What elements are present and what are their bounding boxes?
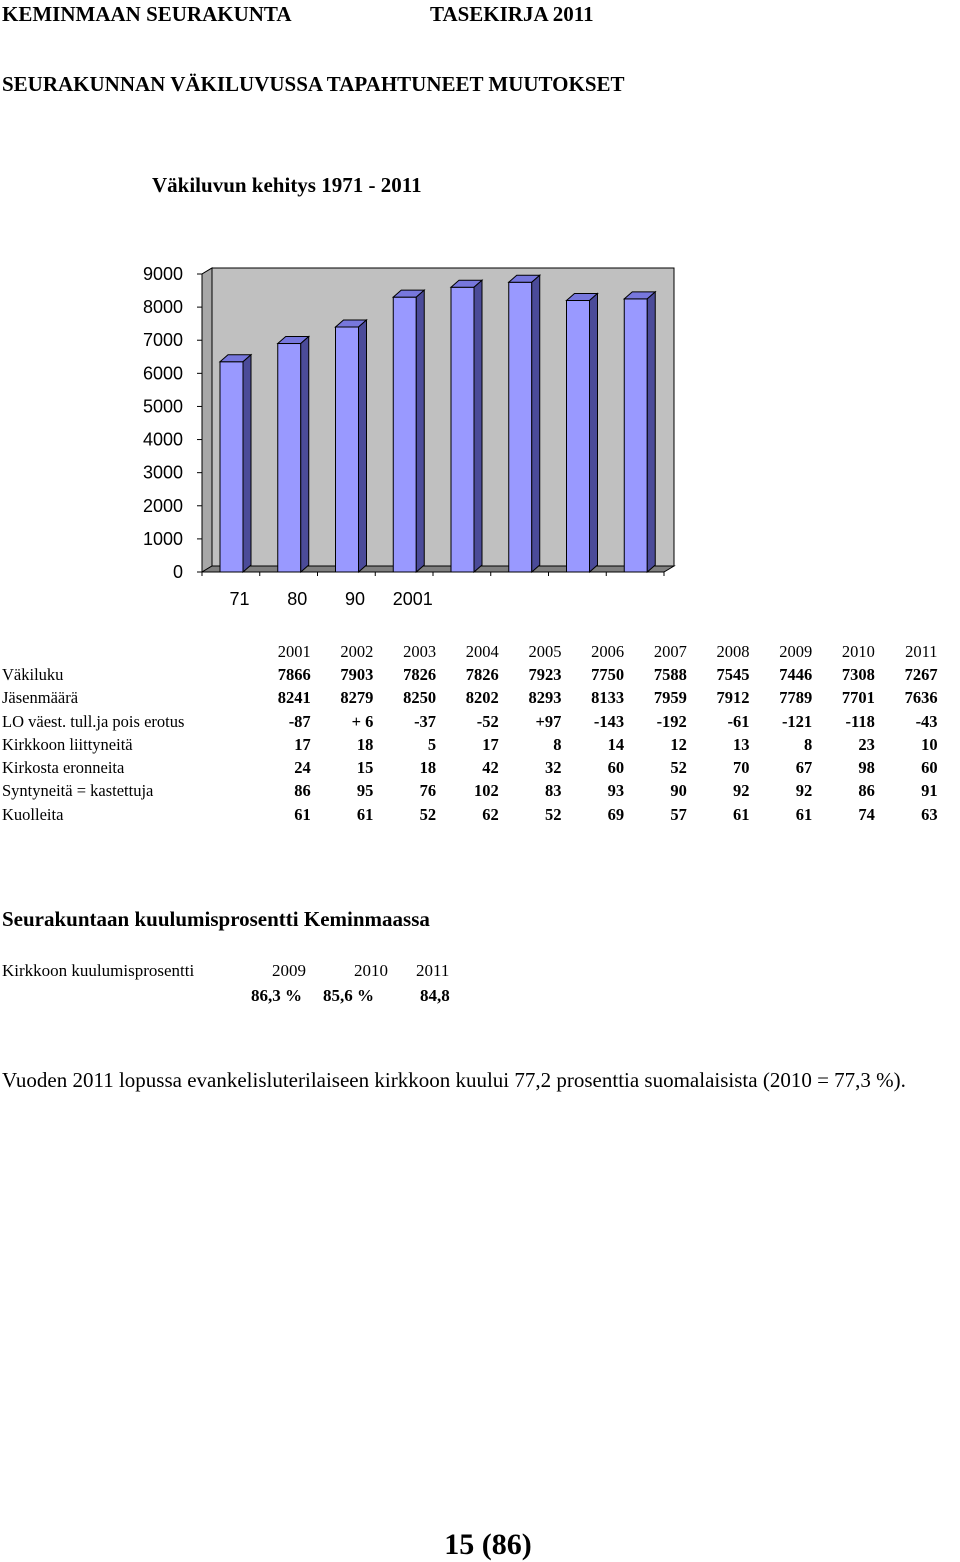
y-tick-label: 4000: [142, 429, 183, 450]
organization-name: KEMINMAAN SEURAKUNTA: [2, 2, 292, 26]
section-title: SEURAKUNNAN VÄKILUVUSSA TAPAHTUNEET MUUTOKSET: [2, 72, 625, 96]
row-value: 91: [921, 781, 938, 801]
row-value: -52: [476, 711, 499, 731]
row-value: -118: [845, 711, 875, 731]
row-value: 63: [921, 804, 938, 824]
row-value: +97: [535, 711, 562, 731]
year-header: 2011: [905, 641, 938, 661]
row-value: 15: [356, 758, 374, 778]
row-value: 7636: [904, 688, 938, 708]
row-label: Kuolleita: [2, 804, 64, 824]
row-value: 74: [858, 804, 875, 824]
y-tick-label: 1000: [142, 528, 183, 549]
table-row: [0, 687, 938, 710]
row-value: 32: [544, 758, 562, 778]
row-value: 8202: [465, 688, 499, 708]
row-value: 17: [294, 734, 311, 754]
table-row: [0, 733, 938, 756]
table-row: [0, 803, 938, 826]
row-value: 98: [858, 758, 875, 778]
year-header: 2007: [653, 641, 687, 661]
row-value: -192: [656, 711, 687, 731]
membership-value: 84,8: [420, 986, 450, 1005]
row-value: 23: [858, 734, 875, 754]
row-value: 83: [544, 781, 562, 801]
row-value: 17: [482, 734, 499, 754]
row-value: 7959: [653, 688, 687, 708]
row-value: 8: [553, 734, 562, 754]
row-value: 12: [670, 734, 687, 754]
membership-title: Seurakuntaan kuulumisprosentti Keminmaassa: [2, 907, 430, 931]
row-value: -121: [781, 711, 813, 731]
row-value: 7826: [403, 664, 437, 684]
row-value: 24: [294, 758, 311, 778]
plot-back-wall: [202, 268, 674, 572]
row-value: 5: [427, 734, 437, 754]
bar-side: [416, 290, 424, 572]
bar: [278, 344, 301, 572]
row-value: 61: [795, 804, 813, 824]
row-value: 8241: [277, 688, 311, 708]
row-value: 18: [356, 734, 374, 754]
bar: [509, 282, 532, 572]
row-label: LO väest. tull.ja pois erotus: [2, 711, 185, 731]
page-number: 15 (86): [444, 1528, 532, 1561]
row-value: -87: [288, 711, 311, 731]
row-value: 7446: [779, 664, 813, 684]
row-value: 42: [482, 758, 499, 778]
x-tick-label: 80: [287, 589, 308, 609]
y-tick-label: 9000: [142, 264, 183, 284]
year-header: 2001: [277, 641, 311, 661]
membership-value: 86,3 %: [251, 986, 302, 1005]
row-value: 8279: [340, 688, 374, 708]
bar-side: [532, 275, 540, 572]
row-value: 76: [419, 781, 437, 801]
row-value: 60: [607, 758, 625, 778]
row-value: 7866: [277, 664, 311, 684]
row-value: + 6: [351, 711, 374, 731]
row-value: 7267: [904, 664, 938, 684]
page-header: [2, 2, 594, 27]
row-value: 7588: [653, 664, 687, 684]
bar-side: [647, 292, 655, 572]
row-value: 8293: [528, 688, 562, 708]
bar-side: [301, 337, 309, 572]
row-value: 70: [733, 758, 750, 778]
plot-side-wall: [202, 268, 212, 572]
year-header: 2009: [779, 641, 813, 661]
year-header: 2002: [340, 641, 374, 661]
row-value: 8: [803, 734, 813, 754]
row-value: 61: [733, 804, 750, 824]
row-value: 7308: [841, 664, 875, 684]
year-header: 2004: [465, 641, 499, 661]
row-value: -43: [915, 711, 938, 731]
bar: [336, 327, 359, 572]
row-value: 52: [419, 804, 437, 824]
bar-side: [590, 293, 598, 572]
row-value: -143: [593, 711, 625, 731]
summary-paragraph: Vuoden 2011 lopussa evankelisluterilaiseen kirkkoon kuului 77,2 prosenttia suomalaisista (2010 = 77,3 %).: [2, 1068, 906, 1092]
row-label: Jäsenmäärä: [2, 688, 79, 708]
x-tick-label: 2001: [392, 589, 433, 609]
row-value: 7903: [340, 664, 374, 684]
row-value: 8250: [403, 688, 437, 708]
table-header-row: [0, 640, 938, 663]
row-value: 14: [607, 734, 625, 754]
row-value: 8133: [591, 688, 625, 708]
row-value: 52: [670, 758, 687, 778]
row-value: 61: [294, 804, 311, 824]
y-tick-label: 3000: [142, 462, 183, 483]
row-value: -37: [414, 711, 437, 731]
document-name: TASEKIRJA 2011: [430, 2, 594, 26]
row-value: -61: [727, 711, 750, 731]
bar: [393, 297, 416, 572]
row-value: 62: [482, 804, 499, 824]
row-value: 52: [544, 804, 562, 824]
table-row: [0, 780, 938, 803]
year-header: 2006: [591, 641, 625, 661]
bar: [220, 362, 243, 572]
row-value: 7701: [841, 688, 875, 708]
row-value: 92: [733, 781, 750, 801]
x-tick-label: 90: [344, 589, 366, 609]
population-chart: [0, 250, 700, 620]
row-label: Kirkkoon liittyneitä: [2, 734, 133, 754]
header-spacer: [0, 640, 248, 663]
bar: [624, 299, 647, 572]
row-value: 10: [921, 734, 938, 754]
membership-year: 2009: [272, 961, 306, 980]
table-row: [0, 756, 938, 779]
row-value: 69: [607, 804, 625, 824]
membership-value: 85,6 %: [323, 986, 374, 1005]
row-value: 7545: [716, 664, 750, 684]
row-value: 7912: [716, 688, 750, 708]
y-tick-label: 0: [172, 562, 183, 582]
bar: [567, 300, 590, 572]
row-label: Kirkosta eronneita: [2, 758, 125, 778]
bar-side: [359, 320, 367, 572]
row-value: 7923: [528, 664, 562, 684]
year-header: 2005: [528, 641, 562, 661]
y-tick-label: 6000: [142, 363, 183, 384]
row-value: 90: [670, 781, 687, 801]
membership-label: Kirkkoon kuulumisprosentti: [2, 961, 195, 980]
row-value: 57: [670, 804, 687, 824]
y-tick-label: 7000: [142, 330, 183, 351]
row-value: 86: [858, 781, 875, 801]
table-row: [0, 663, 938, 686]
row-value: 13: [733, 734, 750, 754]
row-value: 18: [419, 758, 437, 778]
row-value: 95: [356, 781, 374, 801]
membership-year: 2010: [354, 961, 388, 980]
row-value: 102: [474, 781, 499, 801]
row-value: 7826: [465, 664, 499, 684]
bar-side: [243, 355, 251, 572]
year-header: 2010: [841, 641, 875, 661]
row-value: 86: [294, 781, 311, 801]
y-tick-label: 8000: [142, 297, 183, 318]
row-label: Väkiluku: [2, 664, 64, 684]
table-row: [0, 710, 938, 733]
membership-year: 2011: [416, 961, 450, 980]
row-value: 67: [795, 758, 813, 778]
y-tick-label: 2000: [142, 495, 183, 516]
plot-floor: [202, 566, 674, 572]
population-table: [0, 640, 938, 826]
x-tick-label: 71: [229, 589, 250, 609]
row-label: Syntyneitä = kastettuja: [2, 781, 154, 801]
bar: [451, 287, 474, 572]
bar-side: [474, 280, 482, 572]
chart-title: Väkiluvun kehitys 1971 - 2011: [152, 173, 422, 197]
row-value: 61: [356, 804, 374, 824]
row-value: 7750: [591, 664, 625, 684]
year-header: 2008: [716, 641, 750, 661]
row-value: 92: [795, 781, 813, 801]
row-value: 60: [921, 758, 938, 778]
row-value: 93: [607, 781, 625, 801]
y-tick-label: 5000: [142, 396, 183, 417]
year-header: 2003: [403, 641, 437, 661]
row-value: 7789: [779, 688, 813, 708]
